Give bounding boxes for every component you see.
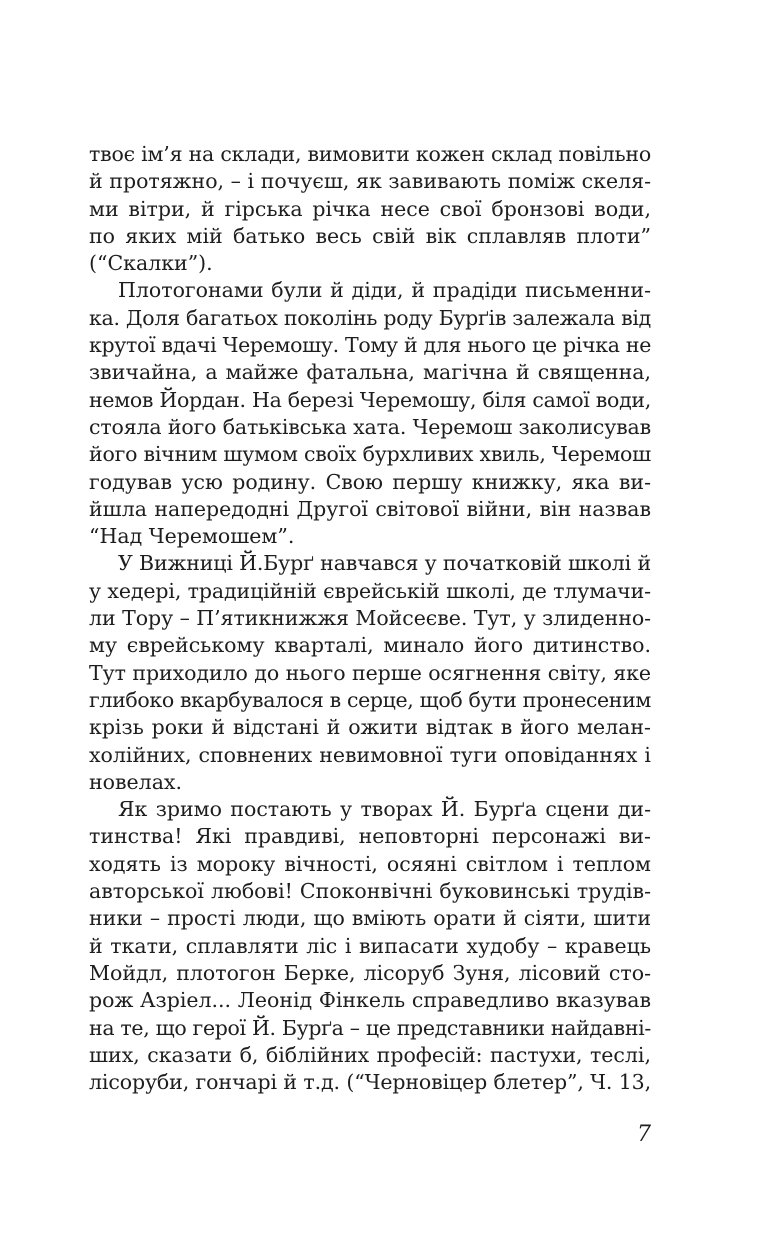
text-line: твоє ім’я на склади, вимовити кожен склад повільно [89,142,652,166]
text-line: авторської любові! Споконвічні буковинські трудів- [89,879,651,904]
text-line: Тут приходило до нього перше осягнення світу, яке [89,660,652,685]
text-line: по яких мій батько весь свій вік сплавляв плоти” [89,223,651,248]
text-line: його вічним шумом своїх бурхливих хвиль, Черемош [89,442,652,467]
text-line: ли Тору – П’ятикнижжя Мойсеєве. Тут, у злиденно- [89,606,652,631]
text-line: рож Азріел... Леонід Фінкель справедливо вказував [89,988,651,1013]
text-line: й ткати, сплавляти ліс і випасати худобу – кравець [89,933,651,958]
text-line: му єврейському кварталі, минало його дитинство. [89,633,651,658]
text-line: ших, сказати б, біблійних професій: пастухи, теслі, [89,1042,651,1067]
text-line: холійних, сповнених невимовної туги оповіданнях і [89,742,651,767]
text-line: у хедері, традиційній єврейській школі, де тлумачи- [89,578,651,603]
text-line: Плотогонами були й діди, й прадіди письменни- [118,278,651,303]
text-line: ка. Доля багатьох поколінь роду Бурґів залежала від [89,305,651,330]
text-line: годував усю родину. Свою першу книжку, яка ви- [89,469,651,494]
text-line: Як зримо постають у творах Й. Бурґа сцени ди- [118,797,651,822]
text-line: стояла його батьківська хата. Черемош заколисував [89,414,651,439]
text-line: йшла напередодні Другої світової війни, він назвав [89,496,651,521]
text-line: крутої вдачі Черемошу. Тому й для нього це річка не [89,333,652,358]
text-line: звичайна, а майже фатальна, магічна й священна, [89,360,651,385]
text-line: немов Йордан. На березі Черемошу, біля самої води, [89,387,652,412]
text-line: (“Скалки”). [89,251,213,276]
body-text [89,141,651,1096]
text-line: тинства! Які правдиві, неповторні персонажі ви- [89,824,651,849]
text-line: ми вітри, й гірська річка несе свої бронзові води, [89,196,651,221]
text-line: Мойдл, плотогон Берке, лісоруб Зуня, лісовий сто- [89,960,651,985]
text-line: крізь роки й відстані й ожити відтак в його мелан- [89,715,651,740]
text-line: “Над Черемошем”. [89,524,295,549]
text-line: на те, що герої Й. Бурґа – це представники найдавні- [89,1015,651,1040]
text-line: У Вижниці Й.Бурґ навчався у початковій школі й [118,551,651,576]
text-line: ходять із мороку вічності, осяяні світлом і теплом [89,851,651,876]
text-line: глибоко вкарбувалося в серце, щоб бути пронесеним [89,687,651,712]
text-line: новелах. [89,769,183,794]
text-line: лісоруби, гончарі й т.д. (“Черновіцер блетер”, Ч. 13, [89,1070,651,1095]
text-line: й протяжно, – і почуєш, як завивають поміж скеля- [89,169,651,194]
page-number: 7 [637,1122,651,1147]
text-line: ники – прості люди, що вміють орати й сіяти, шити [89,906,651,931]
